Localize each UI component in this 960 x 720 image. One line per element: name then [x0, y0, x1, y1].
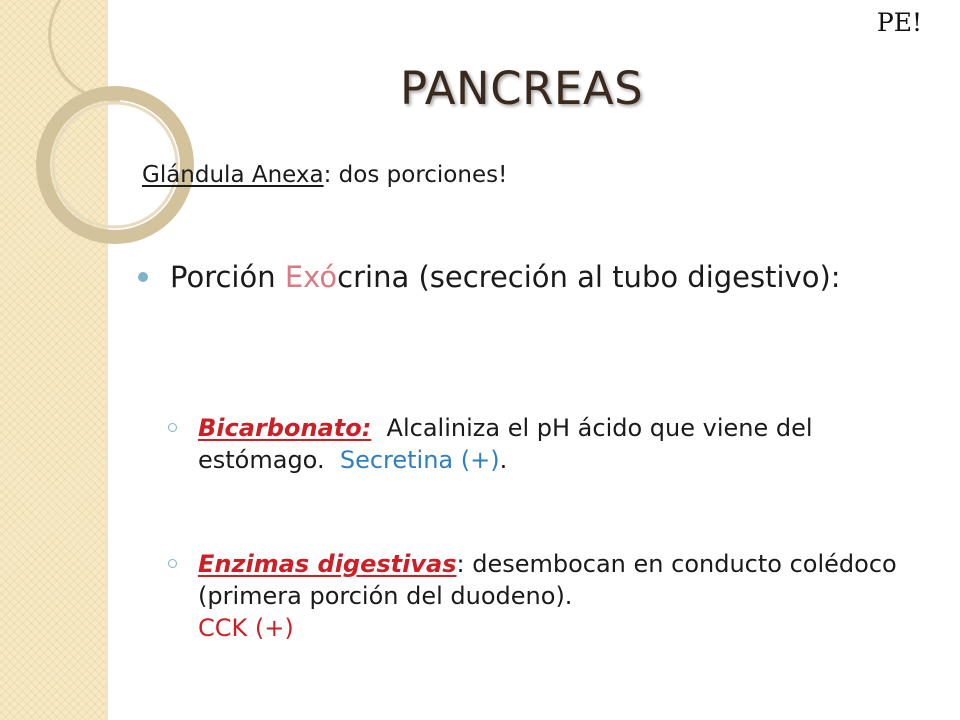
hormone-secretina: Secretina (+)	[339, 446, 500, 474]
term-enzimas: Enzimas digestivas	[198, 550, 457, 578]
decorative-circles	[0, 0, 200, 280]
highlight-exo: Exó	[284, 260, 338, 294]
sub-bullet-ring-icon	[168, 559, 177, 568]
sub-bullet-bicarbonato-text: Bicarbonato: Alcaliniza el pH ácido que viene del estómago. Secretina (+).	[198, 414, 821, 474]
sub-bullet-enzimas	[168, 548, 908, 644]
bullet-exocrine	[138, 258, 898, 297]
subtitle-rest: : dos porciones!	[323, 162, 508, 188]
term-bicarbonato: Bicarbonato:	[198, 414, 372, 442]
bullet-dot-icon	[138, 272, 148, 282]
subtitle	[142, 162, 507, 188]
sub-bullet-enzimas-text: Enzimas digestivas: desembocan en conducto colédoco (primera porción del duodeno). CCK (+)	[198, 550, 897, 642]
corner-tag: PE!	[876, 8, 922, 37]
slide-title: PANCREAS	[400, 62, 644, 115]
decorative-arc-top	[50, 0, 120, 100]
bullet-exocrine-text: Porción Exócrina (secreción al tubo digestivo):	[170, 260, 841, 294]
subtitle-underlined: Glándula Anexa	[142, 162, 324, 188]
sub-bullet-ring-icon	[168, 423, 177, 432]
sub-bullet-bicarbonato	[168, 412, 908, 476]
hormone-cck: CCK (+)	[198, 614, 294, 642]
